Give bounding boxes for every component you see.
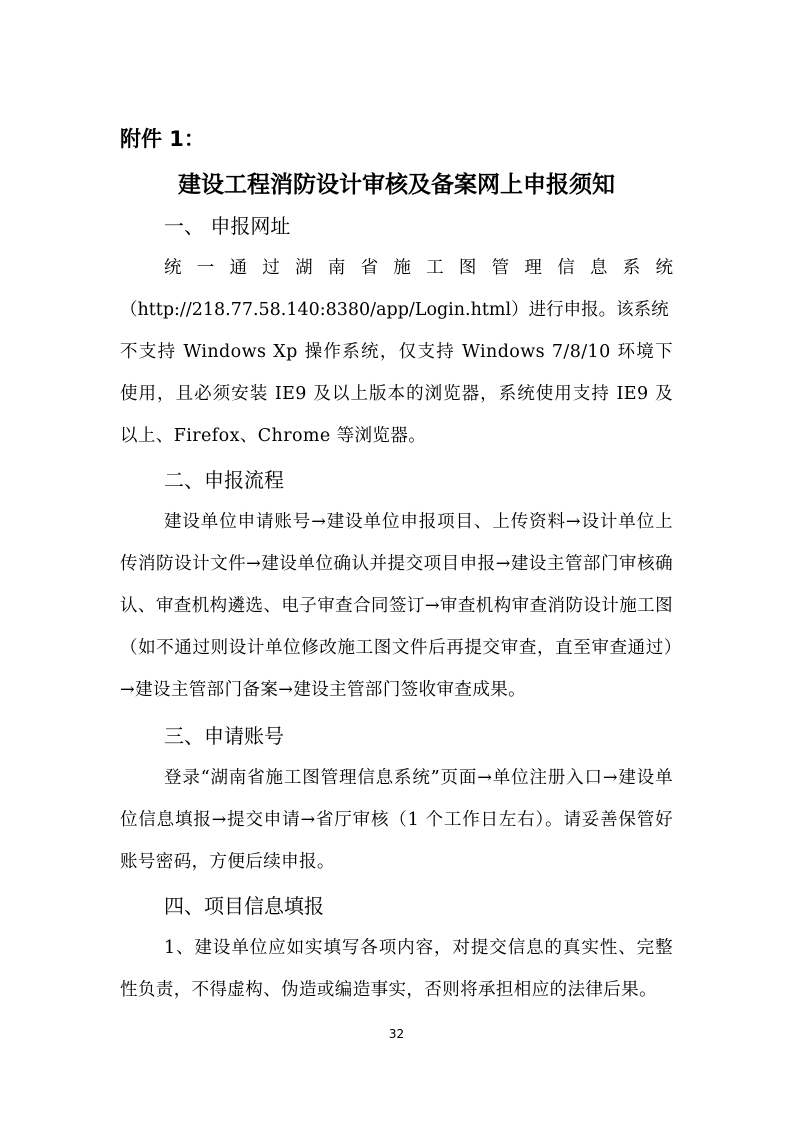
intro-char: 南 [327,258,346,278]
intro-char: 统 [655,258,673,278]
document-title: 建设工程消防设计审核及备案网上申报须知 [178,172,615,198]
system-url-line: （http://218.77.58.140:8380/app/Login.html）进行申报。该系统 [120,300,669,320]
intro-char: 湖 [295,258,313,278]
intro-char: 省 [360,258,379,278]
intro-char: 图 [458,258,477,278]
intro-char: 信 [557,258,575,278]
section-heading-url: 一、 申报网址 [164,214,291,238]
section-heading-project-info: 四、项目信息填报 [164,894,324,918]
intro-char: 统 [164,258,182,278]
section-account-body: 登录“湖南省施工图管理信息系统”页面→单位注册入口→建设单位信息填报→提交申请→省厅审核（1 个工作日左右）。请妥善保管好账号密码，方便后续申报。 [120,768,673,872]
section-process-body: 建设单位申请账号→建设单位申报项目、上传资料→设计单位上传消防设计文件→建设单位确认并提交项目申报→建设主管部门审核确认、审查机构遴选、电子审查合同签订→审查机构审查消防设计施工图（如不通过则设计单位修改施工图文件后再提交审查，直至审查通过）→建设主管部门备案→建设主管部门签收审查成果。 [120,512,673,700]
page-number: 32 [388,1027,405,1041]
intro-char: 一 [196,258,215,278]
intro-char: 通 [229,258,248,278]
section-heading-process: 二、申报流程 [164,468,284,492]
intro-char: 工 [426,258,444,278]
intro-char: 管 [491,258,510,278]
intro-char: 过 [262,258,280,278]
section-heading-account: 三、申请账号 [164,724,284,748]
section-url-body: 不支持 Windows Xp 操作系统，仅支持 Windows 7/8/10 环境下使用，且必须安装 IE9 及以上版本的浏览器，系统使用支持 IE9 及以上、Firefox、Chrome 等浏览器。 [120,342,673,446]
section-project-info-body: 1、建设单位应如实填写各项内容，对提交信息的真实性、完整性负责，不得虚构、伪造或编造事实，否则将承担相应的法律后果。 [120,938,673,1000]
intro-char: 息 [589,258,608,278]
intro-char: 系 [622,258,641,278]
section-url-intro [164,247,673,289]
attachment-label: 附件 1： [120,127,205,151]
intro-char: 理 [524,258,542,278]
intro-char: 施 [393,258,411,278]
